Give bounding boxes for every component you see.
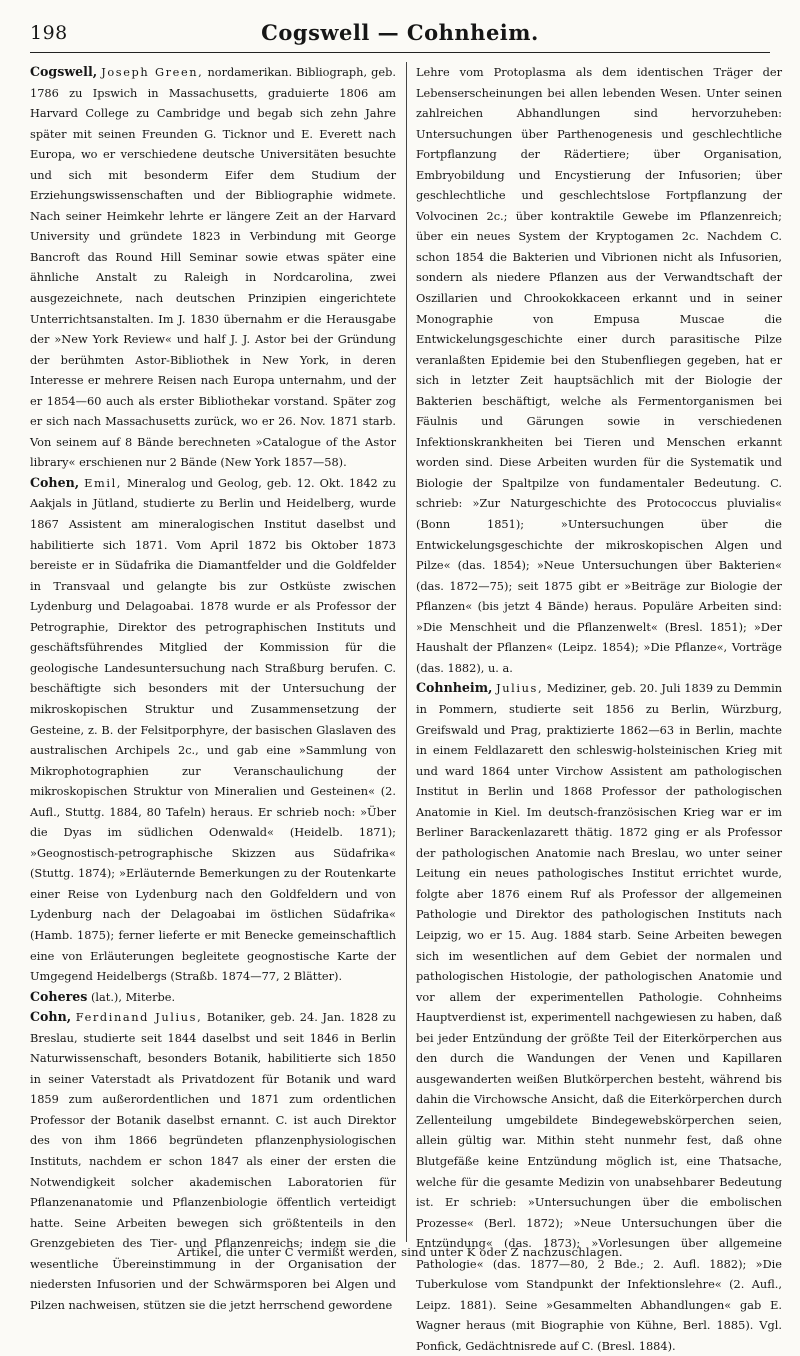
headword: Cogswell, [30,64,98,79]
headword: Coheres [30,988,88,1004]
headword: Cohn, [30,1009,72,1025]
left-column [30,62,397,1312]
entry-text: Mediziner, geb. 20. Juli 1839 zu Demmin in Pommern, studierte seit 1856 zu Berlin, Würzburg, Greifswald und Prag, praktizierte 1862—63 in Berlin, machte in einem Feldlazarett den schleswig-holsteinischen Krieg mit und ward 1864 unter Virchow Assistent am pathologischen Institut in Berlin und 1868 Professor der pathologischen Anatomie in Kiel. Im deutsch-französischen Krieg war er im Berliner Barackenlazarett thätig. 1872 ging er als Professor der pathologischen Anatomie nach Breslau, wo unter seiner Leitung ein neues pathologisches Institut errichtet wurde, folgte aber 1876 einem Ruf als Professor der allgemeinen Pathologie und Direktor des pathologischen Instituts nach Leipzig, wo er 15. Aug. 1884 starb. Seine Arbeiten bewegen sich im wesentlichen auf dem Gebiet der normalen und pathologischen Histologie, der pathologischen Anatomie und vor allem der experimentellen Pathologie. Cohnheims Hauptverdienst ist, experimentell nachgewiesen zu haben, daß bei jeder Entzündung der größte Teil der Eiterkörperchen aus den durch die Wandungen der Venen und Kapillaren ausgewanderten weißen Blutkörperchen besteht, während bis dahin die Virchowsche Ansicht, daß die Eiterkörperchen durch Zellenteilung umgebildete Bindegewebskörperchen seien, allein gültig war. Mithin steht nunmehr fest, daß ohne Blutgefäße keine Entzündung möglich ist, eine Thatsache, welche für die gesamte Medizin von unabsehbarer Bedeutung ist. Er schrieb: »Untersuchungen über die embolischen Prozesse« (Berl. 1872); »Neue Untersuchungen über die Entzündung« (das. 1873); »Vorlesungen über allgemeine Pathologie« (das. 1877—80, 2 Bde.; 2. Aufl. 1882); »Die Tuberkulose vom Standpunkt der Infektionslehre« (2. Aufl., Leipz. 1881). Seine »Gesammelten Abhandlungen« gab E. Wagner heraus (mit Biographie von Kühne, Berl. 1885). Vgl. Ponfick, Gedächtnisrede auf C. (Bresl. 1884). [416,681,783,1353]
entry-text: Botaniker, geb. 24. Jan. 1828 zu Breslau, studierte seit 1844 daselbst und seit 1846 in Berlin Naturwissenschaft, besonders Botanik, habilitierte sich 1850 in seiner Vaterstadt als Privatdozent für Botanik und ward 1859 zum außerordentlichen und 1871 zum ordentlichen Professor der Botanik daselbst ernannt. C. ist auch Direktor des von ihm 1866 begründeten pflanzenphysiologischen Instituts, nachdem er schon 1847 als einer der ersten die Notwendigkeit solcher akademischen Laboratorien für Pflanzenanatomie und Pflanzenbiologie öffentlich verteidigt hatte. Seine Arbeiten bewegen sich größtenteils in den Grenzgebieten des Tier- und Pflanzenreichs; indem sie die wesentliche Übereinstimmung in der Organisation der niedersten Infusorien und der Schwärmsporen bei Algen und Pilzen nachweisen, stützen sie die jetzt herrschend gewordene [30,1010,396,1312]
entry-coheres [30,987,396,1008]
headword: Cohen, [30,474,80,490]
page-number: 198 [30,22,68,44]
headword: Cohnheim, [416,680,493,696]
running-head: Cogswell — Cohnheim. [261,20,539,45]
right-column [416,62,783,1353]
entry-text: nordamerikan. Bibliograph, geb. 1786 zu Ipswich in Massachusetts, graduierte 1806 am Harvard College zu Cambridge und begab sich zehn Jahre später mit seinen Freunden G. Ticknor und E. Everett nach Europa, wo er verschiedene deutsche Universitäten besuchte und sich mit besonderm Eifer dem Studium der Erziehungswissenschaften und der Bibliographie widmete. Nach seiner Heimkehr lehrte er längere Zeit an der Harvard University und gründete 1823 in Verbindung mit George Bancroft das Round Hill Seminar sowie etwas später eine ähnliche Anstalt zu Raleigh in Nordcarolina, zwei ausgezeichnete, nach deutschen Prinzipien eingerichtete Unterrichtsanstalten. Im J. 1830 übernahm er die Herausgabe der »New York Review« und half J. J. Astor bei der Gründung der berühmten Astor-Bibliothek in New York, in deren Interesse er mehrere Reisen nach Europa unternahm, und der er 1854—60 auch als erster Bibliothekar vorstand. Später zog er sich nach Massachusetts zurück, wo er 26. Nov. 1871 starb. Von seinem auf 8 Bände berechneten »Catalogue of the Astor library« erschienen nur 2 Bände (New York 1857—58). [30,65,396,470]
entry-cohn-continued [416,62,782,678]
entry-cohen [30,473,396,987]
forenames: Ferdinand Julius, [75,1010,203,1025]
entry-text: Mineralog und Geolog, geb. 12. Okt. 1842 zu Aakjals in Jütland, studierte zu Berlin und Heidelberg, wurde 1867 Assistent am mineralogischen Institut daselbst und habilitierte sich 1871. Vom April 1872 bis Oktober 1873 bereiste er in Südafrika die Diamantfelder und die Goldfelder in Transvaal und gelangte bis zur Ostküste zwischen Lydenburg und Delagoabai. 1878 wurde er als Professor der Petrographie, Direktor des petrographischen Instituts und geschäftsführendes Mitglied der Kommission für die geologische Landesuntersuchung nach Straßburg berufen. C. beschäftigte sich besonders mit der Untersuchung der mikroskopischen Struktur und Zusammensetzung der Gesteine, z. B. der Felsitporphyre, der basischen Glaslaven des australischen Archipels 2c., und gab eine »Sammlung von Mikrophotographien zur Veranschaulichung der mikroskopischen Struktur von Mineralien und Gesteinen« (2. Aufl., Stuttg. 1884, 80 Tafeln) heraus. Er schrieb noch: »Über die Dyas im südlichen Odenwald« (Heidelb. 1871); »Geognostisch-petrographische Skizzen aus Südafrika« (Stuttg. 1874); »Erläuternde Bemerkungen zu der Routenkarte einer Reise von Lydenburg nach den Goldfeldern und von Lydenburg nach der Delagoabai im östlichen Südafrika« (Hamb. 1875); ferner lieferte er mit Benecke gemeinschaftlich eine von Erläuterungen begleitete geognostische Karte der Umgegend Heidelbergs (Straßb. 1874—77, 2 Blätter). [30,475,397,984]
forenames: Julius, [496,681,544,696]
column-divider [406,62,407,1242]
page-header [30,18,770,53]
footer-note: Artikel, die unter C vermißt werden, sind unter K oder Z nachzuschlagen. [177,1245,623,1259]
entry-text: (lat.), Miterbe. [90,989,176,1004]
entry-text: Lehre vom Protoplasma als dem identischen Träger der Lebenserscheinungen bei allen lebenden Wesen. Unter seinen zahlreichen Abhandlungen sind hervorzuheben: Untersuchungen über Parthenogenesis und geschlechtliche Fortpflanzung der Rädertiere; über Organisation, Embryobildung und Encystierung der Infusorien; über geschlechtliche und geschlechtslose Fortpflanzung der Volvocinen 2c.; über kontraktile Gewebe im Pflanzenreich; über ein neues System der Kryptogamen 2c. Nachdem C. schon 1854 die Bakterien und Vibrionen nicht als Infusorien, sondern als niedere Pflanzen aus der Verwandtschaft der Oszillarien und Chrookokkaceen erkannt und in seiner Monographie von Empusa Muscae die Entwickelungsgeschichte einer durch parasitische Pilze veranlaßten Epidemie bei den Stubenfliegen gegeben, hat er sich in letzter Zeit hauptsächlich mit der Biologie der Bakterien beschäftigt, welche als Fermentorganismen bei Fäulnis und Gärungen sowie in verschiedenen Infektionskrankheiten bei Tieren und Menschen erkannt worden sind. Diese Arbeiten wurden für die Systematik und Biologie der Spaltpilze von fundamentaler Bedeutung. C. schrieb: »Zur Naturgeschichte des Protococcus pluvialis« (Bonn 1851); »Untersuchungen über die Entwickelungsgeschichte der mikroskopischen Algen und Pilze« (das. 1854); »Neue Untersuchungen über Bakterien« (das. 1872—75); seit 1875 gibt er »Beiträge zur Biologie der Pflanzen« (bis jetzt 4 Bände) heraus. Populäre Arbeiten sind: »Die Menschheit und die Pflanzenwelt« (Bresl. 1851); »Der Haushalt der Pflanzen« (Leipz. 1854); »Die Pflanze«, Vorträge (das. 1882), u. a. [416,65,782,675]
forenames: Joseph Green, [101,65,204,79]
forenames: Emil, [84,475,123,490]
entry-cogswell [30,62,396,473]
entry-cohn [30,1007,396,1315]
